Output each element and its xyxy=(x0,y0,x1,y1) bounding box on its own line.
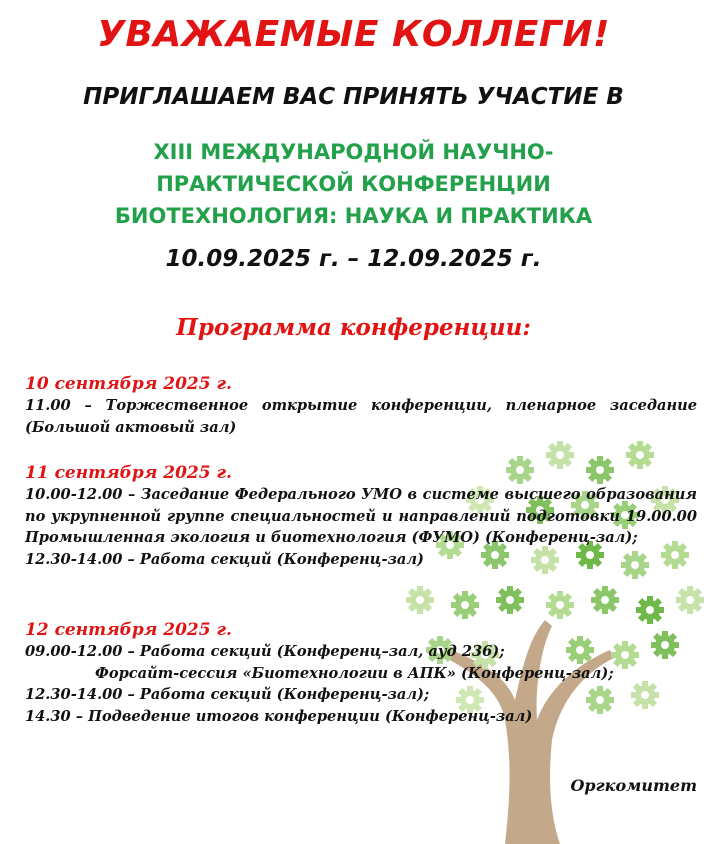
program-item: Форсайт-сессия «Биотехнологии в АПК» (Конференц-зал); xyxy=(95,664,614,682)
organizing-committee-signature: Оргкомитет xyxy=(570,776,697,795)
program-item: 14.30 – Подведение итогов конференции (Конференц-зал) xyxy=(25,707,533,725)
conference-title-line: ПРАКТИЧЕСКОЙ КОНФЕРЕНЦИИ xyxy=(156,172,551,196)
conference-dates: 10.09.2025 г. – 12.09.2025 г. xyxy=(165,246,542,272)
program-item: 09.00-12.00 – Работа секций (Конференц–зал, ауд 236); xyxy=(25,643,505,660)
conference-title xyxy=(0,136,707,232)
day-date: 12 сентября 2025 г. xyxy=(25,620,232,640)
greeting-heading: УВАЖАЕМЫЕ КОЛЛЕГИ! xyxy=(97,14,610,55)
conference-title-line: БИОТЕХНОЛОГИЯ: НАУКА И ПРАКТИКА xyxy=(114,204,593,228)
program-title: Программа конференции: xyxy=(176,314,531,341)
conference-title-line: XIII МЕЖДУНАРОДНОЙ НАУЧНО- xyxy=(153,140,554,164)
program-item: 11.00 – Торжественное открытие конференции, пленарное заседание (Большой актовый зал) xyxy=(25,397,697,436)
program-item: 12.30-14.00 – Работа секций (Конференц-зал) xyxy=(25,550,424,568)
program-day-3 xyxy=(25,620,697,727)
day-date: 11 сентября 2025 г. xyxy=(25,463,232,483)
program-item: 10.00-12.00 – Заседание Федерального УМО в системе высшего образования по укрупненной группе специальностей и направлений подготовки 19.00.00 Промышленная экология и биотехнология (ФУМО) (Конференц-зал); xyxy=(25,486,697,546)
program-day-1 xyxy=(25,374,697,438)
program-item: 12.30-14.00 – Работа секций (Конференц-зал); xyxy=(25,686,430,703)
day-date: 10 сентября 2025 г. xyxy=(25,374,232,394)
program-day-2 xyxy=(25,463,697,570)
invitation-text: ПРИГЛАШАЕМ ВАС ПРИНЯТЬ УЧАСТИЕ В xyxy=(83,84,624,110)
